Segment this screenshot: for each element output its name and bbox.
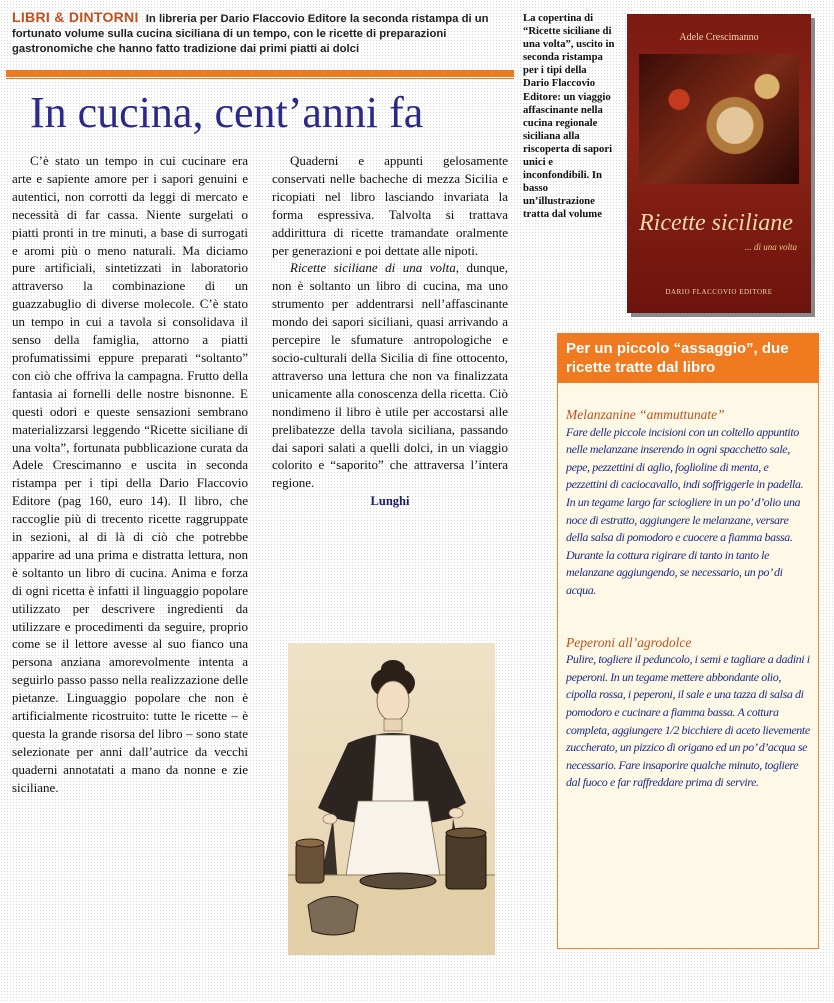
section-kicker: LIBRI & DINTORNI [12, 9, 139, 25]
article-paragraph [272, 259, 508, 492]
header-rule [6, 70, 514, 77]
book-subtitle: ... di una volta [745, 242, 797, 252]
header-subtitle: In libreria per Dario Flaccovio Editore la seconda ristampa di un fortunato volume sulla cucina siciliana di un tempo, con le ricette di preparazioni gastronomiche che hanno fatto tradizione dai primi piatti ai dolci [12, 13, 489, 55]
article-column-1 [12, 152, 248, 797]
recipe-text: Fare delle piccole incisioni con un coltello appuntito nelle melanzane inserendo in ogni spacchetto sale, pepe, pezzettini di aglio, foglioline di menta, e pezzettini di caciocavallo, indi soffriggerle in padella. In un tegame largo far sciogliere in un po’ d’olio una noce di estratto, aggiungere le melanzane, versare della salsa di pomodoro e cuocere a fiamma bassa. Durante la cottura rigirare di tanto in tanto le melanzane aggiungendo, se necessario, un po’ di acqua. [566, 424, 804, 597]
recipe-title: Melanzanine “ammuttunate” [566, 407, 725, 422]
article-column-2 [272, 152, 508, 511]
book-title: Ricette siciliane [639, 210, 793, 236]
book-author: Adele Crescimanno [679, 32, 759, 43]
recipe-title: Peperoni all’agrodolce [566, 634, 692, 650]
cover-caption: La copertina di “Ricette siciliane di una volta”, uscito in seconda ristampa per i tipi della Dario Flaccovio Editore: un viaggio affascinante nella cucina regionale siciliana alla riscoperta di sapori unici e inconfondibili. In basso un’illustrazione tratta dal volume [523, 12, 615, 221]
book-publisher: DARIO FLACCOVIO EDITORE [665, 288, 773, 296]
article-title: In cucina, cent’anni fa [30, 88, 424, 137]
article-paragraph: C’è stato un tempo in cui cucinare era arte e sapiente amore per i sapori genuini e autentici, non corrotti da leggi di mercato e necessità di far cassa. Niente surgelati o piatti pronti in tre minuti, a base di surrogati e aromi più o meno naturali. Ma diciamo pure artificiali, sintetizzati in laboratorio attraverso la combinazione di un guazzabuglio di diverse molecole. C’è stato un tempo in cui a tavola si consolidava il senso della famiglia, attorno a piatti profumatissimi eppure preparati “soltanto” con ciò che offriva la campagna. Frutto della fantasia ai fornelli delle nostre bisnonne. E questi odori e queste sensazioni sembrano materializzarsi leggendo “Ricette siciliane di una volta”, fortunata pubblicazione curata da Adele Crescimanno e uscita in seconda ristampa per i tipi della Dario Flaccovio Editore (pag 160, euro 14). Il libro, che raccoglie più di trecento ricette raggruppate in sezioni, al di là di ciò che potrebbe apparire ad una prima e distratta lettura, non è soltanto un libro di cucina. Anima e forza di ogni ricetta è infatti il linguaggio popolare utilizzato per descrivere ingredienti da utilizzare e procedimenti da seguire, proprio come se il lettore avesse al suo fianco una persona anziana amorevolmente intenta a seguirlo passo passo nella realizzazione delle pietanze. Linguaggio popolare che non è artificialmente ricostruito: tutte le ricette – è questa la grande risorsa del libro – sono state selezionate per anni dall’autrice da vecchi quaderni annotatati a mano da nonne e zie siciliane. [12, 153, 248, 795]
header-rule-thin [6, 78, 514, 79]
paragraph-text: dunque, non è soltanto un libro di cucina, ma uno strumento per addentrarsi nell’affascinante mondo dei sapori siciliani, quasi arrivando a percepire le sfumature antropologiche e socio-culturali della Sicilia di fine ottocento, attraverso una lettura che non va finalizzata unicamente alla conoscenza della ricetta. Ciò nondimeno il libro è utile per accostarsi alle prelibatezze della tavola siciliana, passando dai sapori salati a quelli dolci, in un viaggio colorito e “saporito” che attraversa l’intera regione. [272, 260, 508, 491]
woman-cooking-illustration [288, 643, 495, 955]
book-cover-image [627, 14, 811, 313]
sidebar-heading: Per un piccolo “assaggio”, due ricette tratte dal libro [557, 333, 819, 383]
author-signature: Lunghi [370, 494, 410, 509]
sidebar-body [566, 406, 812, 792]
book-title-italic: Ricette siciliane di una volta, [290, 260, 459, 276]
article-paragraph: Quaderni e appunti gelosamente conservati nelle bacheche di mezza Sicilia e ricopiati nel libro lasciando invariata la forma espressiva. Talvolta si trattava addirittura di ricette tramandate oralmente per generazioni e poi dettate alle nipoti. [272, 153, 508, 258]
illustration-drawing [288, 643, 495, 955]
cover-photo [639, 54, 799, 184]
recipe-text: Pulire, togliere il peduncolo, i semi e tagliare a dadini i peperoni. In un tegame mettere abbondante olio, cipolla rossa, i peperoni, il sale e una tazza di salsa di pomodoro e cucinare a fiamma bassa. A cottura completa, aggiungere 1/2 bicchiere di aceto lievemente zuccherato, un pizzico di origano ed un po’ d’acqua se necessario. Fare insaporire qualche minuto, togliere dal fuoco e far raffreddare prima di servire. [566, 652, 810, 790]
article-header [12, 10, 504, 57]
